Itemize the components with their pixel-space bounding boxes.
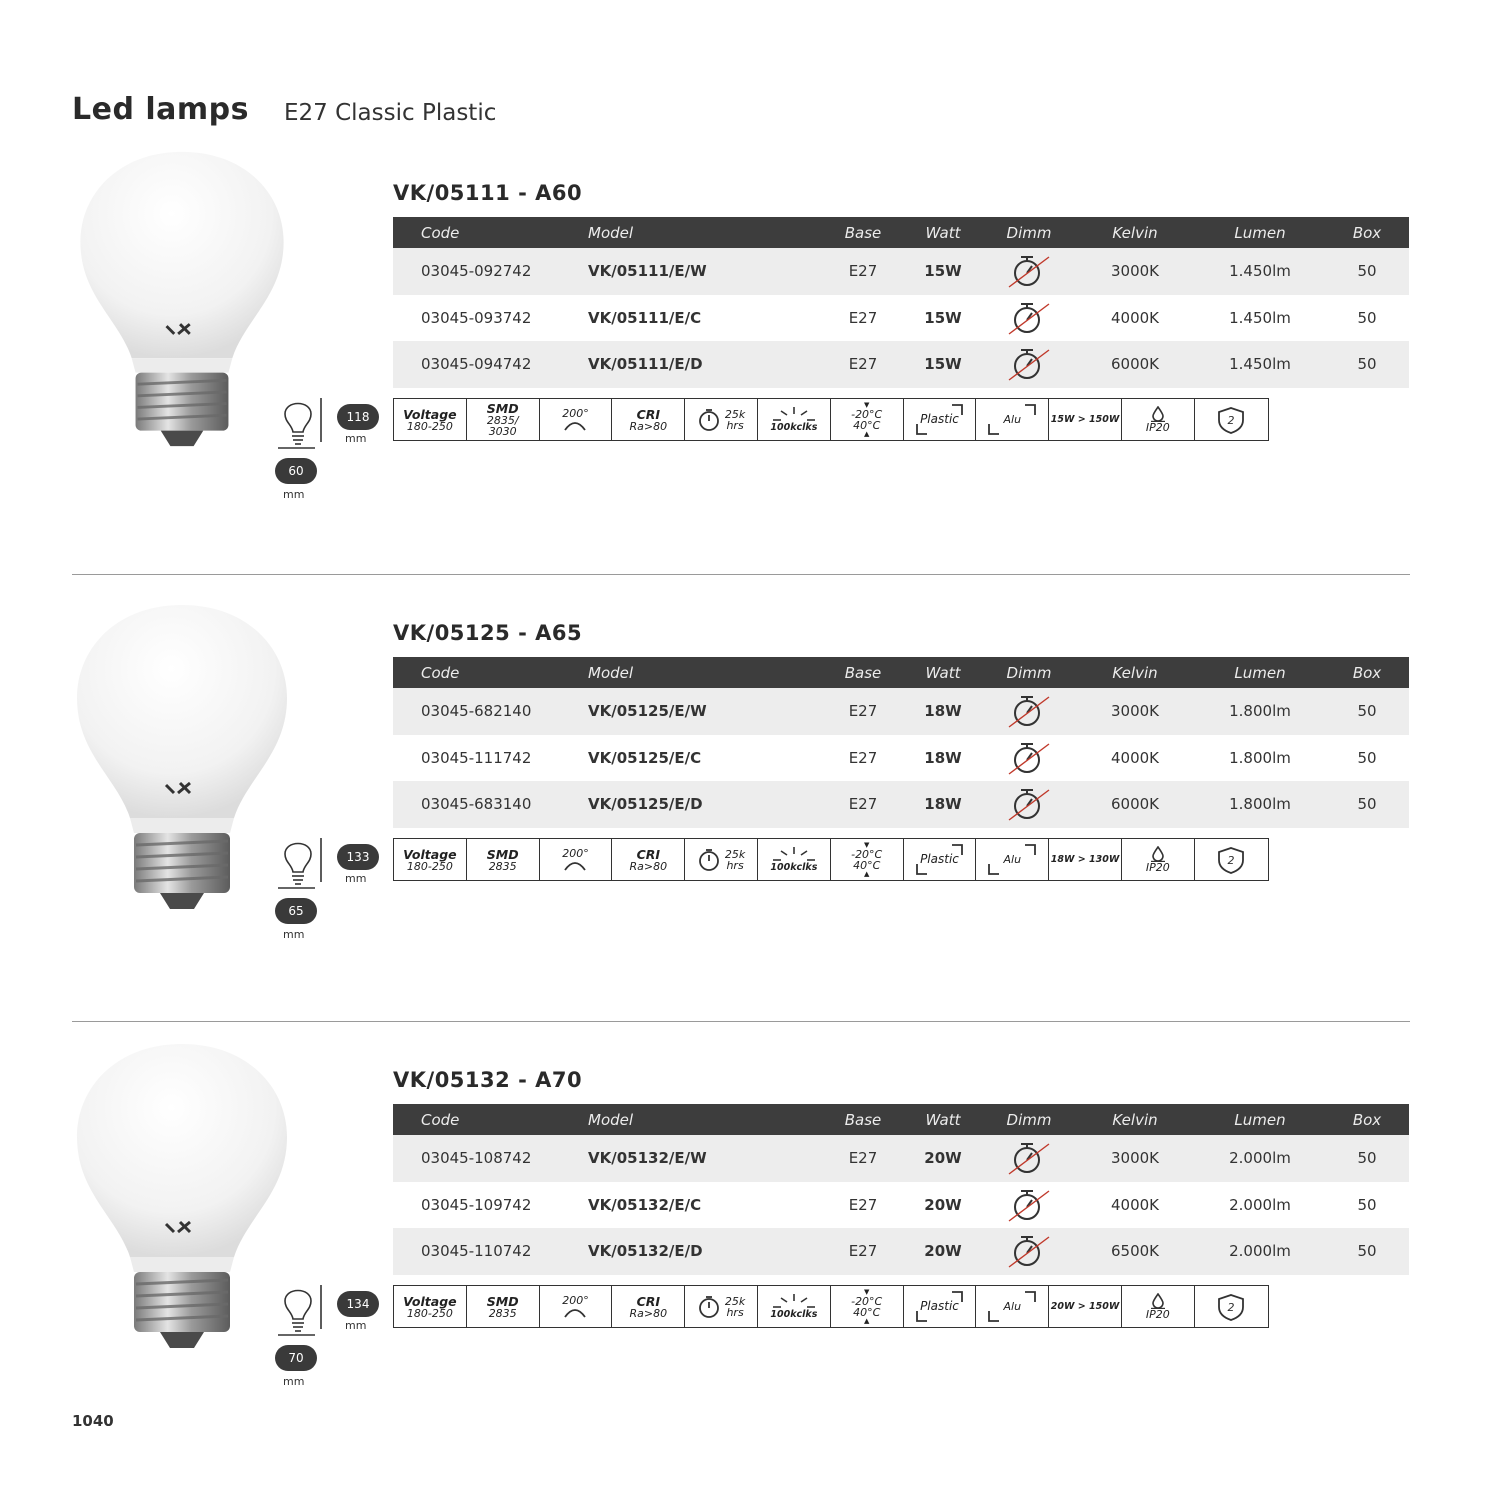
corner-bracket-icon	[1024, 1291, 1036, 1303]
temp-up-icon: ▼	[863, 840, 870, 849]
cell-model: VK/05125/E/D	[588, 781, 823, 828]
equivalent-value: 15W > 150W	[1050, 414, 1120, 425]
cell-kelvin: 6500K	[1075, 1228, 1195, 1275]
spec-switching	[758, 839, 831, 880]
cell-code: 03045-108742	[393, 1135, 588, 1182]
svg-text:2: 2	[1227, 413, 1235, 427]
column-header-box: Box	[1325, 217, 1409, 248]
cell-dimm	[983, 341, 1075, 388]
cell-code: 03045-093742	[421, 308, 532, 327]
table-header-row	[393, 657, 1409, 688]
cell-watt: 18W	[924, 748, 962, 767]
warranty-shield-icon	[1216, 846, 1246, 874]
warranty-shield-icon	[1216, 406, 1246, 434]
cell-watt: 20W	[924, 1195, 962, 1214]
water-drop-icon	[1151, 406, 1165, 422]
height-badge	[337, 404, 379, 430]
column-header-code: Code	[393, 1104, 588, 1135]
product-section	[0, 887, 1500, 1388]
spec-warranty	[1195, 839, 1268, 880]
lifetime-value: 25k hrs	[724, 407, 746, 432]
spec-material-plastic	[904, 399, 977, 440]
cell-base: E27	[848, 1195, 878, 1214]
lifetime-value: 25k hrs	[724, 1294, 746, 1319]
bulb-image	[62, 150, 302, 450]
svg-text:2: 2	[1227, 853, 1235, 867]
svg-text:2: 2	[1227, 1300, 1235, 1314]
cell-watt: 18W	[903, 688, 983, 735]
spec-lifetime	[685, 839, 758, 880]
material-alu-label: Alu	[1003, 413, 1022, 426]
cell-base: E27	[823, 341, 903, 388]
spec-temperature	[831, 839, 904, 880]
cell-box: 50	[1325, 1135, 1409, 1182]
smd-value: 2835/ 3030	[486, 414, 519, 438]
spec-voltage	[394, 1286, 467, 1327]
switching-icon	[769, 846, 819, 862]
timer-icon	[697, 848, 721, 872]
ip-rating: IP20	[1145, 861, 1170, 874]
switching-value: 100kclks	[770, 1309, 818, 1320]
dimm-off-icon	[1005, 298, 1053, 338]
column-header-kelvin: Kelvin	[1075, 657, 1195, 688]
cri-label: CRI	[636, 406, 661, 422]
spec-ip	[1122, 1286, 1195, 1327]
spec-angle	[540, 839, 613, 880]
material-alu-label: Alu	[1003, 1300, 1022, 1313]
water-drop-icon	[1151, 846, 1165, 862]
section-divider	[72, 574, 1410, 575]
column-header-model: Model	[588, 1104, 823, 1135]
column-header-watt: Watt	[903, 657, 983, 688]
spec-voltage	[394, 839, 467, 880]
cell-box: 50	[1325, 781, 1409, 828]
cell-model: VK/05132/E/W	[588, 1135, 823, 1182]
column-header-box: Box	[1325, 657, 1409, 688]
product-table	[393, 217, 1409, 388]
temp-up-icon: ▼	[863, 400, 870, 409]
section-divider	[72, 1021, 1410, 1022]
cell-kelvin: 4000K	[1110, 1195, 1159, 1214]
section-title: VK/05132 - A70	[393, 1068, 583, 1092]
diameter-badge	[275, 1345, 317, 1371]
cell-kelvin: 3000K	[1075, 248, 1195, 295]
corner-bracket-icon	[1024, 404, 1036, 416]
cell-lumen: 2.000lm	[1195, 1135, 1325, 1182]
column-header-dimm: Dimm	[983, 1104, 1075, 1135]
column-header-code: Code	[393, 657, 588, 688]
cell-lumen: 1.450lm	[1229, 308, 1291, 327]
switching-value: 100kclks	[770, 862, 818, 873]
cell-dimm	[983, 248, 1075, 295]
cell-model: VK/05125/E/C	[588, 748, 702, 767]
cell-dimm	[983, 295, 1075, 342]
section-title: VK/05111 - A60	[393, 181, 583, 205]
dimm-off-icon	[1005, 738, 1053, 778]
temp-high-value: 40°C	[853, 1305, 881, 1319]
corner-bracket-icon	[951, 1291, 963, 1303]
corner-bracket-icon	[916, 423, 928, 435]
table-row	[393, 248, 1409, 295]
temp-down-icon: ▲	[863, 429, 870, 438]
diameter-unit: mm	[283, 928, 305, 941]
cell-base: E27	[823, 1228, 903, 1275]
cell-model: VK/05111/E/C	[588, 308, 702, 327]
cell-lumen: 1.800lm	[1229, 748, 1291, 767]
corner-bracket-icon	[988, 1310, 1000, 1322]
cell-box: 50	[1325, 688, 1409, 735]
temp-low-value: -20°C	[851, 407, 883, 421]
spec-lifetime	[685, 399, 758, 440]
spec-material-alu	[976, 1286, 1049, 1327]
column-header-dimm: Dimm	[983, 217, 1075, 248]
material-plastic-label: Plastic	[920, 1299, 959, 1313]
spec-warranty	[1195, 1286, 1268, 1327]
temp-down-icon: ▲	[863, 869, 870, 878]
spec-cri	[612, 1286, 685, 1327]
column-header-watt: Watt	[903, 1104, 983, 1135]
temp-high-value: 40°C	[853, 418, 881, 432]
timer-icon	[697, 1295, 721, 1319]
smd-value: 2835	[488, 859, 517, 873]
spec-ip	[1122, 399, 1195, 440]
cell-model: VK/05111/E/D	[588, 341, 823, 388]
cell-base: E27	[823, 1135, 903, 1182]
dimm-off-icon	[1005, 784, 1053, 824]
cell-box: 50	[1325, 341, 1409, 388]
column-header-model: Model	[588, 657, 823, 688]
page-number: 1040	[72, 1412, 114, 1430]
height-value: 134	[346, 1297, 370, 1311]
product-section	[0, 0, 1500, 501]
spec-angle	[540, 1286, 613, 1327]
beam-angle-icon	[563, 419, 587, 431]
cell-code: 03045-682140	[393, 688, 588, 735]
temp-low-value: -20°C	[851, 847, 883, 861]
cell-watt: 18W	[903, 781, 983, 828]
page-title: Led lamps	[72, 92, 249, 127]
cell-box: 50	[1357, 748, 1377, 767]
diameter-value: 70	[288, 1351, 304, 1365]
bulb-image	[62, 598, 302, 918]
column-header-dimm: Dimm	[983, 657, 1075, 688]
cell-base: E27	[848, 308, 878, 327]
cell-box: 50	[1325, 248, 1409, 295]
column-header-lumen: Lumen	[1195, 657, 1325, 688]
height-badge	[337, 844, 379, 870]
diameter-unit: mm	[283, 488, 305, 501]
spec-temperature	[831, 1286, 904, 1327]
material-plastic-label: Plastic	[920, 412, 959, 426]
dimm-off-icon	[1005, 251, 1053, 291]
cri-label: CRI	[636, 1293, 661, 1309]
spec-icons-strip	[393, 398, 1269, 441]
cell-dimm	[983, 781, 1075, 828]
height-value: 133	[346, 850, 370, 864]
cell-box: 50	[1357, 1195, 1377, 1214]
cell-lumen: 2.000lm	[1195, 1228, 1325, 1275]
spec-icons-strip	[393, 1285, 1269, 1328]
cell-base: E27	[848, 748, 878, 767]
smd-label: SMD	[486, 846, 519, 862]
smd-label: SMD	[486, 401, 519, 416]
column-header-lumen: Lumen	[1195, 1104, 1325, 1135]
spec-equivalent	[1049, 839, 1122, 880]
column-header-base: Base	[823, 217, 903, 248]
column-header-kelvin: Kelvin	[1075, 1104, 1195, 1135]
corner-bracket-icon	[916, 1310, 928, 1322]
spec-angle	[540, 399, 613, 440]
table-row	[393, 341, 1409, 388]
cri-value: Ra>80	[629, 1306, 668, 1320]
smd-label: SMD	[486, 1293, 519, 1309]
cri-value: Ra>80	[629, 859, 668, 873]
cell-model: VK/05132/E/C	[588, 1195, 702, 1214]
beam-angle-value: 200°	[562, 407, 589, 420]
dimm-off-icon	[1005, 1138, 1053, 1178]
column-header-box: Box	[1325, 1104, 1409, 1135]
cell-code: 03045-109742	[421, 1195, 532, 1214]
cell-model: VK/05132/E/D	[588, 1228, 823, 1275]
height-value: 118	[346, 410, 370, 424]
height-unit: mm	[345, 872, 367, 885]
spec-smd	[467, 839, 540, 880]
voltage-label: Voltage	[403, 846, 457, 862]
cell-lumen: 1.800lm	[1195, 781, 1325, 828]
spec-switching	[758, 1286, 831, 1327]
cell-base: E27	[823, 248, 903, 295]
water-drop-icon	[1151, 1293, 1165, 1309]
table-row	[393, 1228, 1409, 1275]
voltage-value: 180-250	[406, 1306, 453, 1320]
cri-label: CRI	[636, 846, 661, 862]
height-unit: mm	[345, 432, 367, 445]
cell-box: 50	[1325, 1228, 1409, 1275]
table-row	[393, 295, 1409, 342]
spec-smd	[467, 1286, 540, 1327]
voltage-label: Voltage	[403, 1293, 457, 1309]
column-header-kelvin: Kelvin	[1075, 217, 1195, 248]
cell-code: 03045-111742	[421, 748, 532, 767]
material-plastic-label: Plastic	[920, 852, 959, 866]
spec-lifetime	[685, 1286, 758, 1327]
corner-bracket-icon	[951, 844, 963, 856]
height-unit: mm	[345, 1319, 367, 1332]
cell-dimm	[983, 1182, 1075, 1229]
cell-dimm	[983, 1135, 1075, 1182]
page-subtitle: E27 Classic Plastic	[284, 100, 497, 126]
dimm-off-icon	[1005, 1231, 1053, 1271]
cell-watt: 15W	[903, 341, 983, 388]
beam-angle-value: 200°	[562, 1294, 589, 1307]
table-row	[393, 1182, 1409, 1229]
cell-watt: 20W	[903, 1135, 983, 1182]
cell-code: 03045-092742	[393, 248, 588, 295]
cell-code: 03045-110742	[393, 1228, 588, 1275]
smd-value: 2835	[488, 1306, 517, 1320]
column-header-base: Base	[823, 657, 903, 688]
warranty-shield-icon	[1216, 1293, 1246, 1321]
cri-value: Ra>80	[629, 419, 668, 433]
cell-kelvin: 6000K	[1075, 341, 1195, 388]
spec-voltage	[394, 399, 467, 440]
voltage-value: 180-250	[406, 419, 453, 433]
cell-kelvin: 4000K	[1110, 748, 1159, 767]
spec-warranty	[1195, 399, 1268, 440]
column-header-code: Code	[393, 217, 588, 248]
equivalent-value: 18W > 130W	[1050, 854, 1120, 865]
material-alu-label: Alu	[1003, 853, 1022, 866]
voltage-value: 180-250	[406, 859, 453, 873]
spec-material-plastic	[904, 1286, 977, 1327]
corner-bracket-icon	[916, 863, 928, 875]
switching-value: 100kclks	[770, 422, 818, 433]
cell-lumen: 1.450lm	[1195, 248, 1325, 295]
spec-equivalent	[1049, 399, 1122, 440]
temp-down-icon: ▲	[863, 1316, 870, 1325]
table-row	[393, 781, 1409, 828]
spec-material-alu	[976, 399, 1049, 440]
spec-cri	[612, 399, 685, 440]
ip-rating: IP20	[1145, 1308, 1170, 1321]
spec-equivalent	[1049, 1286, 1122, 1327]
product-table	[393, 657, 1409, 828]
table-header-row	[393, 217, 1409, 248]
cell-model: VK/05125/E/W	[588, 688, 823, 735]
product-table	[393, 1104, 1409, 1275]
lifetime-value: 25k hrs	[724, 847, 746, 872]
ip-rating: IP20	[1145, 421, 1170, 434]
corner-bracket-icon	[988, 423, 1000, 435]
cell-kelvin: 6000K	[1075, 781, 1195, 828]
cell-dimm	[983, 1228, 1075, 1275]
cell-code: 03045-094742	[393, 341, 588, 388]
cell-kelvin: 4000K	[1110, 308, 1159, 327]
corner-bracket-icon	[951, 404, 963, 416]
dimm-off-icon	[1005, 1185, 1053, 1225]
spec-ip	[1122, 839, 1195, 880]
table-row	[393, 735, 1409, 782]
cell-kelvin: 3000K	[1075, 1135, 1195, 1182]
timer-icon	[697, 408, 721, 432]
diameter-unit: mm	[283, 1375, 305, 1388]
switching-icon	[769, 1293, 819, 1309]
beam-angle-icon	[563, 859, 587, 871]
column-header-model: Model	[588, 217, 823, 248]
spec-material-alu	[976, 839, 1049, 880]
beam-angle-icon	[563, 1306, 587, 1318]
corner-bracket-icon	[1024, 844, 1036, 856]
cell-box: 50	[1357, 308, 1377, 327]
column-header-base: Base	[823, 1104, 903, 1135]
spec-smd	[467, 399, 540, 440]
cell-base: E27	[823, 781, 903, 828]
spec-material-plastic	[904, 839, 977, 880]
cell-kelvin: 3000K	[1075, 688, 1195, 735]
corner-bracket-icon	[988, 863, 1000, 875]
temp-up-icon: ▼	[863, 1287, 870, 1296]
cell-lumen: 1.450lm	[1195, 341, 1325, 388]
cell-lumen: 2.000lm	[1229, 1195, 1291, 1214]
table-row	[393, 688, 1409, 735]
diameter-value: 60	[288, 464, 304, 478]
cell-dimm	[983, 735, 1075, 782]
equivalent-value: 20W > 150W	[1050, 1301, 1120, 1312]
temp-high-value: 40°C	[853, 858, 881, 872]
column-header-lumen: Lumen	[1195, 217, 1325, 248]
beam-angle-value: 200°	[562, 847, 589, 860]
section-title: VK/05125 - A65	[393, 621, 583, 645]
spec-cri	[612, 839, 685, 880]
dimm-off-icon	[1005, 344, 1053, 384]
cell-base: E27	[823, 688, 903, 735]
cell-watt: 15W	[903, 248, 983, 295]
height-badge	[337, 1291, 379, 1317]
table-row	[393, 1135, 1409, 1182]
temp-low-value: -20°C	[851, 1294, 883, 1308]
dimm-off-icon	[1005, 691, 1053, 731]
cell-code: 03045-683140	[393, 781, 588, 828]
cell-dimm	[983, 688, 1075, 735]
spec-icons-strip	[393, 838, 1269, 881]
cell-lumen: 1.800lm	[1195, 688, 1325, 735]
column-header-watt: Watt	[903, 217, 983, 248]
voltage-label: Voltage	[403, 406, 457, 422]
switching-icon	[769, 406, 819, 422]
table-header-row	[393, 1104, 1409, 1135]
product-section	[0, 440, 1500, 941]
cell-model: VK/05111/E/W	[588, 248, 823, 295]
cell-watt: 15W	[924, 308, 962, 327]
spec-temperature	[831, 399, 904, 440]
spec-switching	[758, 399, 831, 440]
cell-watt: 20W	[903, 1228, 983, 1275]
bulb-image	[62, 1037, 302, 1357]
diameter-value: 65	[288, 904, 304, 918]
